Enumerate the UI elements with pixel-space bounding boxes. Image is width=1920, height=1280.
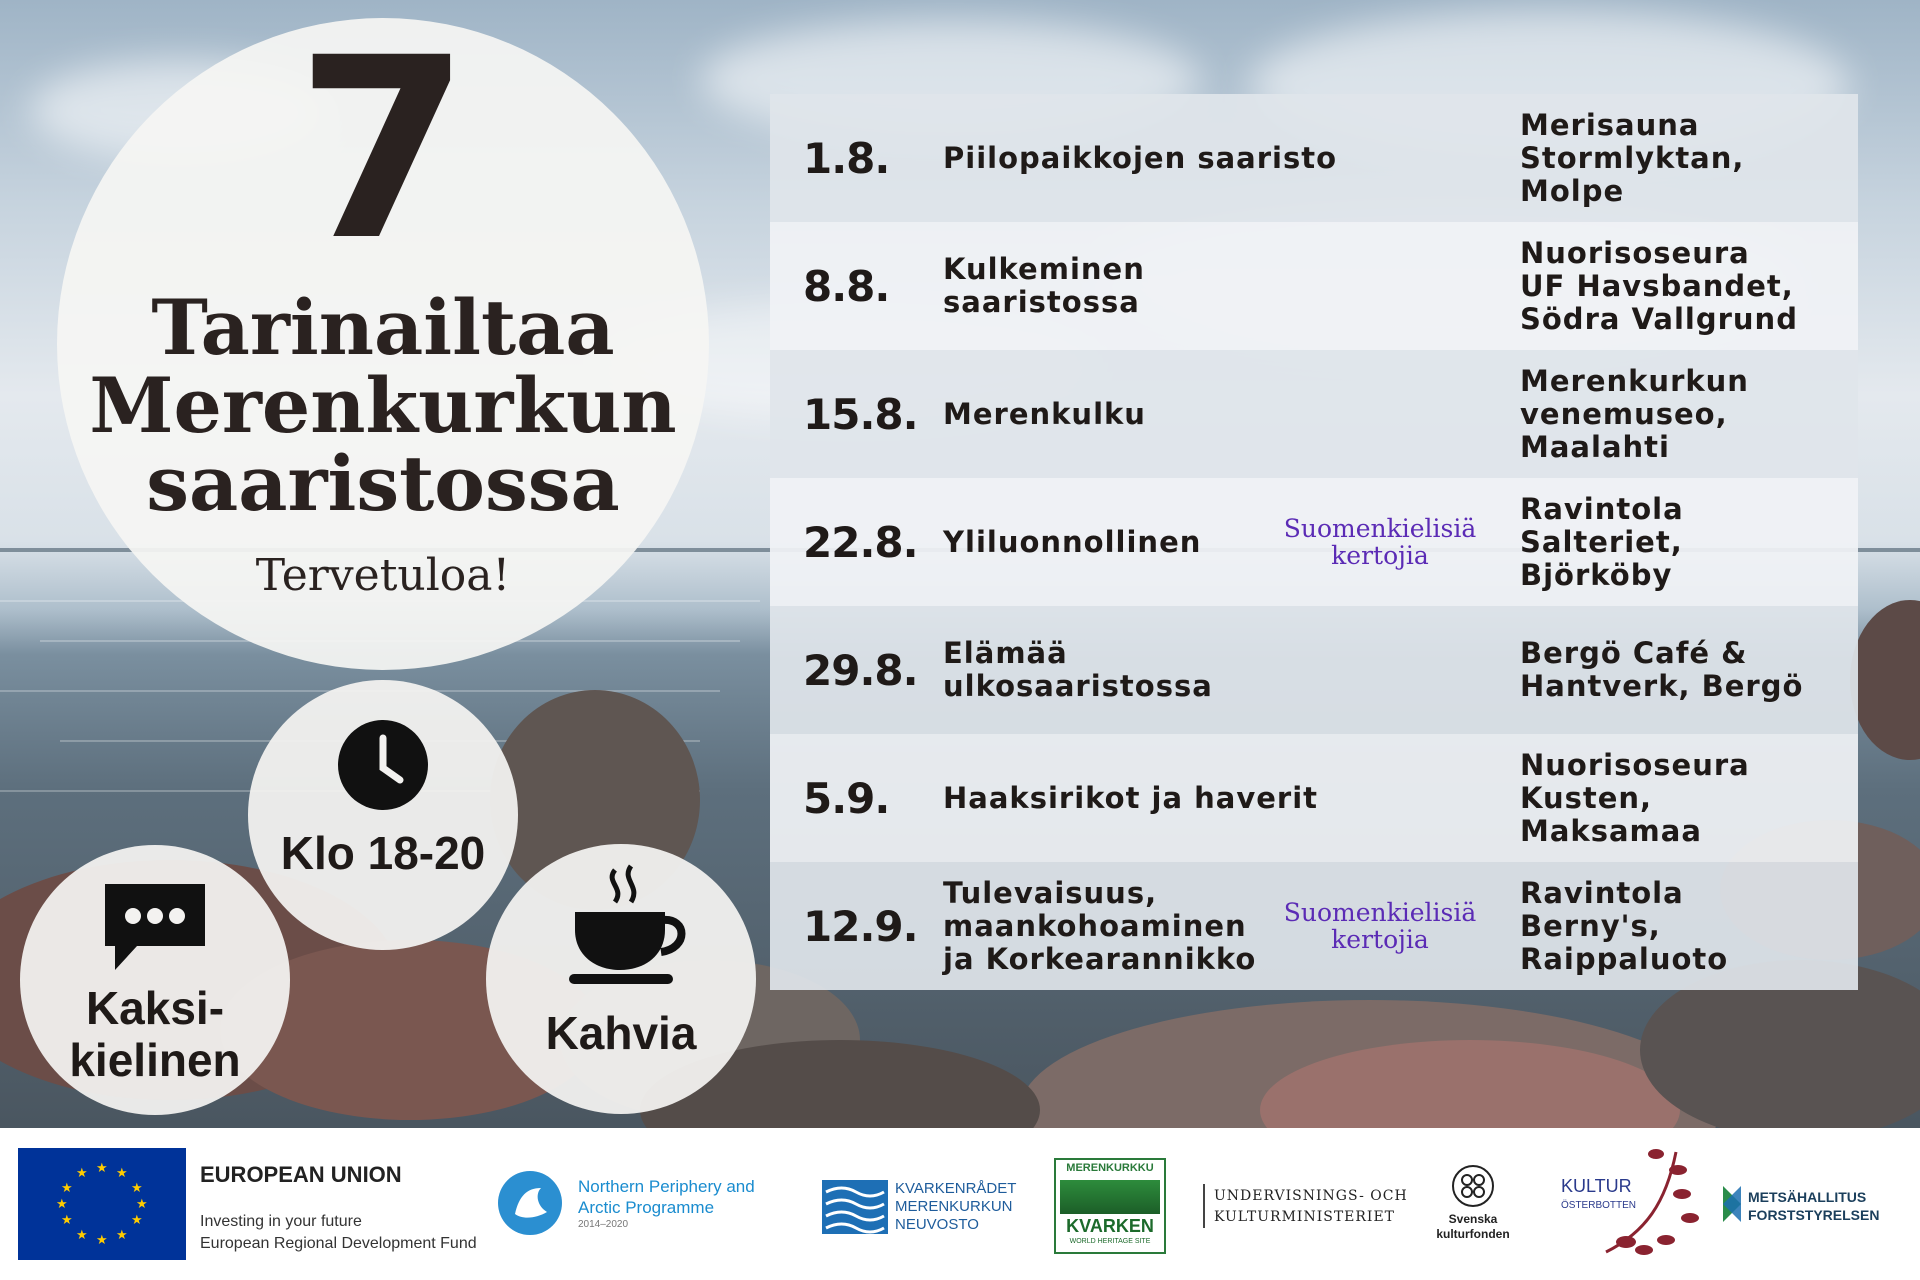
- npa-logo-icon: [497, 1166, 563, 1240]
- event-date: 12.9.: [803, 901, 918, 951]
- time-label: Klo 18-20: [280, 827, 486, 879]
- event-topic: Tulevaisuus, maankohoaminen ja Korkearannikko: [943, 875, 1257, 976]
- ministry-divider: [1203, 1184, 1205, 1228]
- event-venue: Nuorisoseura UF Havsbandet, Södra Vallgrund: [1520, 235, 1798, 336]
- schedule-row: [770, 734, 1858, 862]
- eu-flag-icon: ★ ★ ★ ★ ★ ★ ★ ★ ★ ★ ★ ★: [18, 1148, 186, 1260]
- event-date: 1.8.: [803, 133, 890, 183]
- event-count: 7: [296, 4, 470, 295]
- coffee-cup-icon: [565, 860, 695, 990]
- event-schedule: [770, 94, 1858, 990]
- language-label-line-2: kielinen: [69, 1034, 241, 1086]
- eu-subtitle-2: European Regional Development Fund: [200, 1235, 477, 1252]
- event-topic: Piilopaikkojen saaristo: [943, 140, 1338, 175]
- eu-title: EUROPEAN UNION: [200, 1162, 402, 1187]
- title-line-2: Merenkurkun: [89, 361, 677, 450]
- metsahallitus-logo: METSÄHALLITUS FORSTSTYRELSEN: [1748, 1189, 1880, 1223]
- sponsor-footer: [0, 1128, 1920, 1280]
- event-venue: Ravintola Berny's, Raippaluoto: [1520, 875, 1729, 976]
- finnish-storytellers-note: Suomenkielisiä kertojia: [1283, 514, 1477, 570]
- eu-subtitle-1: Investing in your future: [200, 1213, 362, 1230]
- event-topic: Haaksirikot ja haverit: [943, 780, 1319, 815]
- event-date: 8.8.: [803, 261, 890, 311]
- schedule-row: [770, 350, 1858, 478]
- clock-icon: [336, 718, 430, 812]
- event-date: 22.8.: [803, 517, 918, 567]
- event-date: 5.9.: [803, 773, 890, 823]
- title-line-1: Tarinailtaa: [151, 283, 615, 372]
- event-venue: Merisauna Stormlyktan, Molpe: [1520, 107, 1745, 208]
- kvarkenradet-logo: KVARKENRÅDET MERENKURKUN NEUVOSTO: [895, 1180, 1017, 1233]
- event-topic: Elämää ulkosaaristossa: [943, 636, 1213, 703]
- event-topic: Yliluonnollinen: [943, 524, 1202, 559]
- svenska-kulturfonden-logo-icon: [1451, 1164, 1495, 1208]
- metsahallitus-logo-icon: [1721, 1184, 1743, 1224]
- event-venue: Nuorisoseura Kusten, Maksamaa: [1520, 747, 1750, 848]
- schedule-row: [770, 478, 1858, 606]
- event-date: 15.8.: [803, 389, 918, 439]
- npa-logo: Northern Periphery and Arctic Programme 2014–2020: [578, 1177, 755, 1230]
- svenska-kulturfonden-logo: Svenska kulturfonden: [1436, 1212, 1510, 1241]
- coffee-label: Kahvia: [545, 1007, 697, 1059]
- schedule-row: [770, 222, 1858, 350]
- finnish-storytellers-note: Suomenkielisiä kertojia: [1283, 898, 1477, 954]
- language-label-line-1: Kaksi-: [85, 982, 225, 1034]
- event-topic: Kulkeminen saaristossa: [943, 252, 1145, 319]
- event-date: 29.8.: [803, 645, 918, 695]
- kultur-osterbotten-logo: KULTUR ÖSTERBOTTEN: [1561, 1176, 1637, 1211]
- event-topic: Merenkulku: [943, 396, 1146, 431]
- kvarkenradet-logo-icon: [822, 1180, 888, 1234]
- kvarken-world-heritage-logo: MERENKURKKU KVARKEN WORLD HERITAGE SITE: [1054, 1158, 1166, 1254]
- title-line-3: saaristossa: [146, 439, 620, 528]
- event-venue: Bergö Café & Hantverk, Bergö: [1520, 636, 1804, 703]
- speech-bubble-icon: [101, 880, 209, 974]
- event-venue: Ravintola Salteriet, Björköby: [1520, 491, 1684, 592]
- schedule-row: [770, 606, 1858, 734]
- schedule-row: [770, 862, 1858, 990]
- event-venue: Merenkurkun venemuseo, Maalahti: [1520, 363, 1749, 464]
- schedule-row: [770, 94, 1858, 222]
- welcome-text: Tervetuloa!: [255, 550, 511, 601]
- ministry-logo: UNDERVISNINGS- OCH KULTURMINISTERIET: [1214, 1188, 1408, 1225]
